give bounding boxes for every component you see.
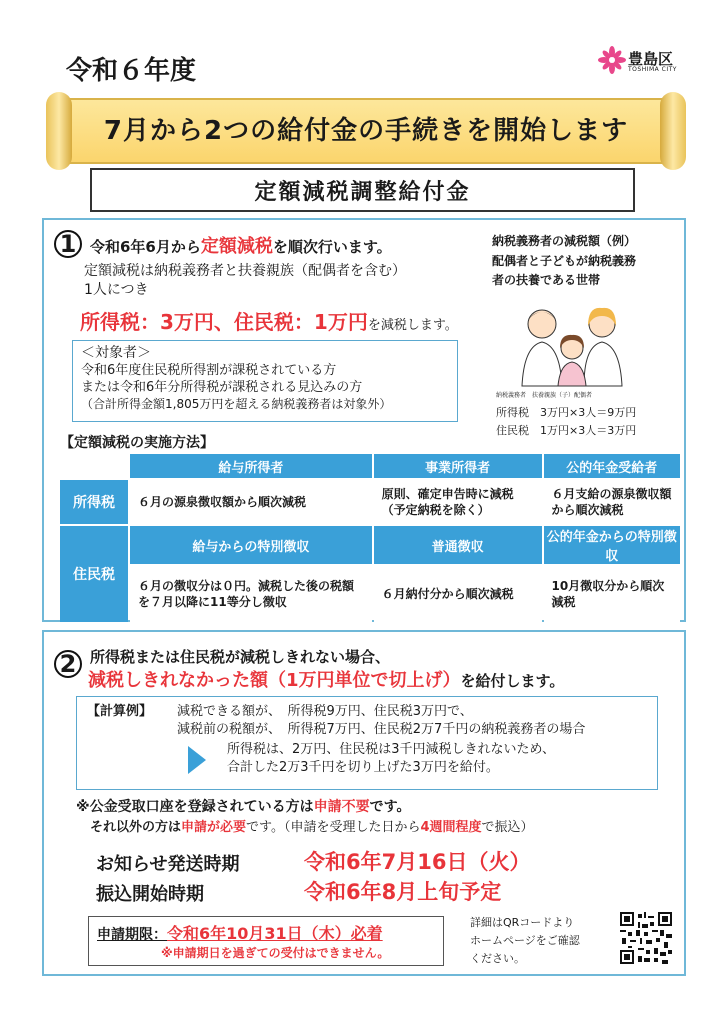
resident-cell-pension: 10月徴収分から順次減税 (544, 566, 680, 622)
lead-red: 定額減税 (200, 236, 273, 257)
row-head-resident-tax: 住民税 (60, 526, 128, 622)
detail-1: 詳細はQRコードより (470, 916, 575, 929)
flower-logo-icon (598, 46, 626, 74)
target-box (72, 340, 458, 422)
lead-pre: 令和6年6月から (90, 238, 201, 256)
note2-mid: です。（申請を受理した日から (246, 820, 421, 835)
resident-header-row (60, 526, 680, 564)
example-calc-1: 所得税 3万円×3人＝9万円 (496, 406, 637, 419)
col-salary: 給与所得者 (130, 454, 372, 478)
lead2-post: を給付します。 (460, 672, 565, 690)
target-line-1: 令和6年度住民税所得割が課税されている方 (81, 363, 337, 378)
note2-red-2: 4週間程度 (420, 820, 482, 835)
note-2 (90, 816, 534, 835)
calc-line-4: 合計した2万3千円を切り上げた3万円を給付。 (227, 760, 499, 775)
lead-post: を順次行います。 (272, 238, 392, 256)
income-header-row (60, 454, 680, 478)
calc-line-3: 所得税は、2万円、住民税は3千円減税しきれないため、 (227, 742, 556, 757)
logo-sub: TOSHIMA CITY (628, 66, 677, 73)
col-ordinary: 普通徴収 (374, 526, 542, 564)
section-2-lead-2 (88, 666, 564, 692)
section-2-lead-1: 所得税または住民税が減税しきれない場合、 (90, 648, 391, 666)
example-desc (492, 252, 636, 290)
note-1 (76, 796, 411, 816)
subtitle-box: 定額減税調整給付金 (90, 168, 635, 212)
col-special-pension: 公的年金からの特別徴収 (544, 526, 680, 564)
income-row (60, 480, 680, 524)
resident-cell-salary: ６月の徴収分は０円。減税した後の税額を７月以降に11等分し徴収 (130, 566, 372, 622)
deadline-box (88, 916, 444, 966)
detail-3: ください。 (470, 952, 525, 965)
reduction-amount (80, 306, 458, 335)
toshima-logo (598, 46, 688, 78)
target-line-3: （合計所得金額1,805万円を超える納税義務者は対象外） (81, 397, 392, 411)
note1-pre: ※公金受取口座を登録されている方は (76, 799, 314, 815)
table-corner (60, 454, 128, 478)
example-title: 納税義務者の減税額（例） (492, 234, 637, 248)
example-desc-2: 者の扶養である世帯 (492, 273, 601, 287)
illus-caption: 納税義務者 扶養親族（子）配偶者 (496, 392, 593, 399)
row-head-income-tax: 所得税 (60, 480, 128, 524)
resident-cell-ordinary: ６月納付分から順次減税 (374, 566, 542, 622)
note1-red: 申請不要 (313, 799, 370, 815)
lead2-red: 減税しきれなかった額（1万円単位で切上げ） (88, 670, 461, 691)
arrow-right-icon (188, 746, 206, 774)
note2-pre: それ以外の方は (90, 820, 182, 835)
schedule-1-value: 令和6年7月16日（火） (304, 850, 531, 874)
banner-title: 7月から2つの給付金の手続きを開始します (103, 116, 629, 146)
example-calc-2: 住民税 1万円×3人＝3万円 (496, 424, 637, 437)
title-banner (46, 88, 686, 174)
resident-row (60, 566, 680, 622)
family-illustration (514, 298, 634, 388)
calc-line-1: 減税できる額が、 所得税9万円、住民税3万円で、 (177, 704, 473, 719)
qr-code[interactable] (620, 912, 672, 964)
logo-name: 豊島区 (628, 50, 674, 68)
desc-line-2: 1人につき (84, 282, 149, 298)
income-cell-pension: ６月支給の源泉徴収額から順次減税 (544, 480, 680, 524)
section-2-number: 2 (54, 650, 82, 678)
amount-post: を減税します。 (367, 318, 458, 333)
example-calc (496, 404, 636, 440)
method-table (58, 452, 682, 624)
target-title: ＜対象者＞ (81, 345, 151, 361)
deadline-value: 令和6年10月31日（木）必着 (167, 924, 383, 943)
year-title: 令和６年度 (66, 56, 197, 86)
example-desc-1: 配偶者と子どもが納税義務 (492, 254, 637, 268)
schedule-2-value: 令和6年8月上旬予定 (304, 880, 502, 904)
section-1-desc (84, 262, 406, 300)
schedule-1-label: お知らせ発送時期 (96, 854, 240, 875)
target-line-2: または令和6年分所得税が課税される見込みの方 (81, 380, 363, 395)
schedule-2-label: 振込開始時期 (96, 884, 204, 905)
deadline-note: ※申請期日を過ぎての受付はできません。 (161, 946, 390, 960)
detail-text (470, 914, 580, 968)
calc-line-2: 減税前の税額が、 所得税7万円、住民税2万7千円の納税義務者の場合 (177, 722, 586, 737)
amount-red: 所得税：3万円、住民税：1万円 (80, 310, 368, 334)
desc-line-1: 定額減税は納税義務者と扶養親族（配偶者を含む） (84, 263, 406, 279)
col-business: 事業所得者 (374, 454, 542, 478)
deadline-row (97, 921, 435, 944)
col-special-salary: 給与からの特別徴収 (130, 526, 372, 564)
note2-red: 申請が必要 (181, 820, 247, 835)
note1-post: です。 (369, 799, 411, 815)
section-1-lead (90, 232, 392, 258)
method-title: 【定額減税の実施方法】 (60, 435, 214, 451)
calc-row-1 (87, 703, 647, 721)
income-cell-salary: ６月の源泉徴収額から順次減税 (130, 480, 372, 524)
col-pension: 公的年金受給者 (544, 454, 680, 478)
income-cell-business: 原則、確定申告時に減税（予定納税を除く） (374, 480, 542, 524)
detail-2: ホームページをご確認 (470, 934, 580, 947)
deadline-label: 申請期限： (97, 927, 167, 943)
section-1-number: 1 (54, 230, 82, 258)
calc-example-box (76, 696, 658, 790)
calc-title: 【計算例】 (87, 704, 153, 719)
note2-post: で振込） (481, 820, 534, 835)
